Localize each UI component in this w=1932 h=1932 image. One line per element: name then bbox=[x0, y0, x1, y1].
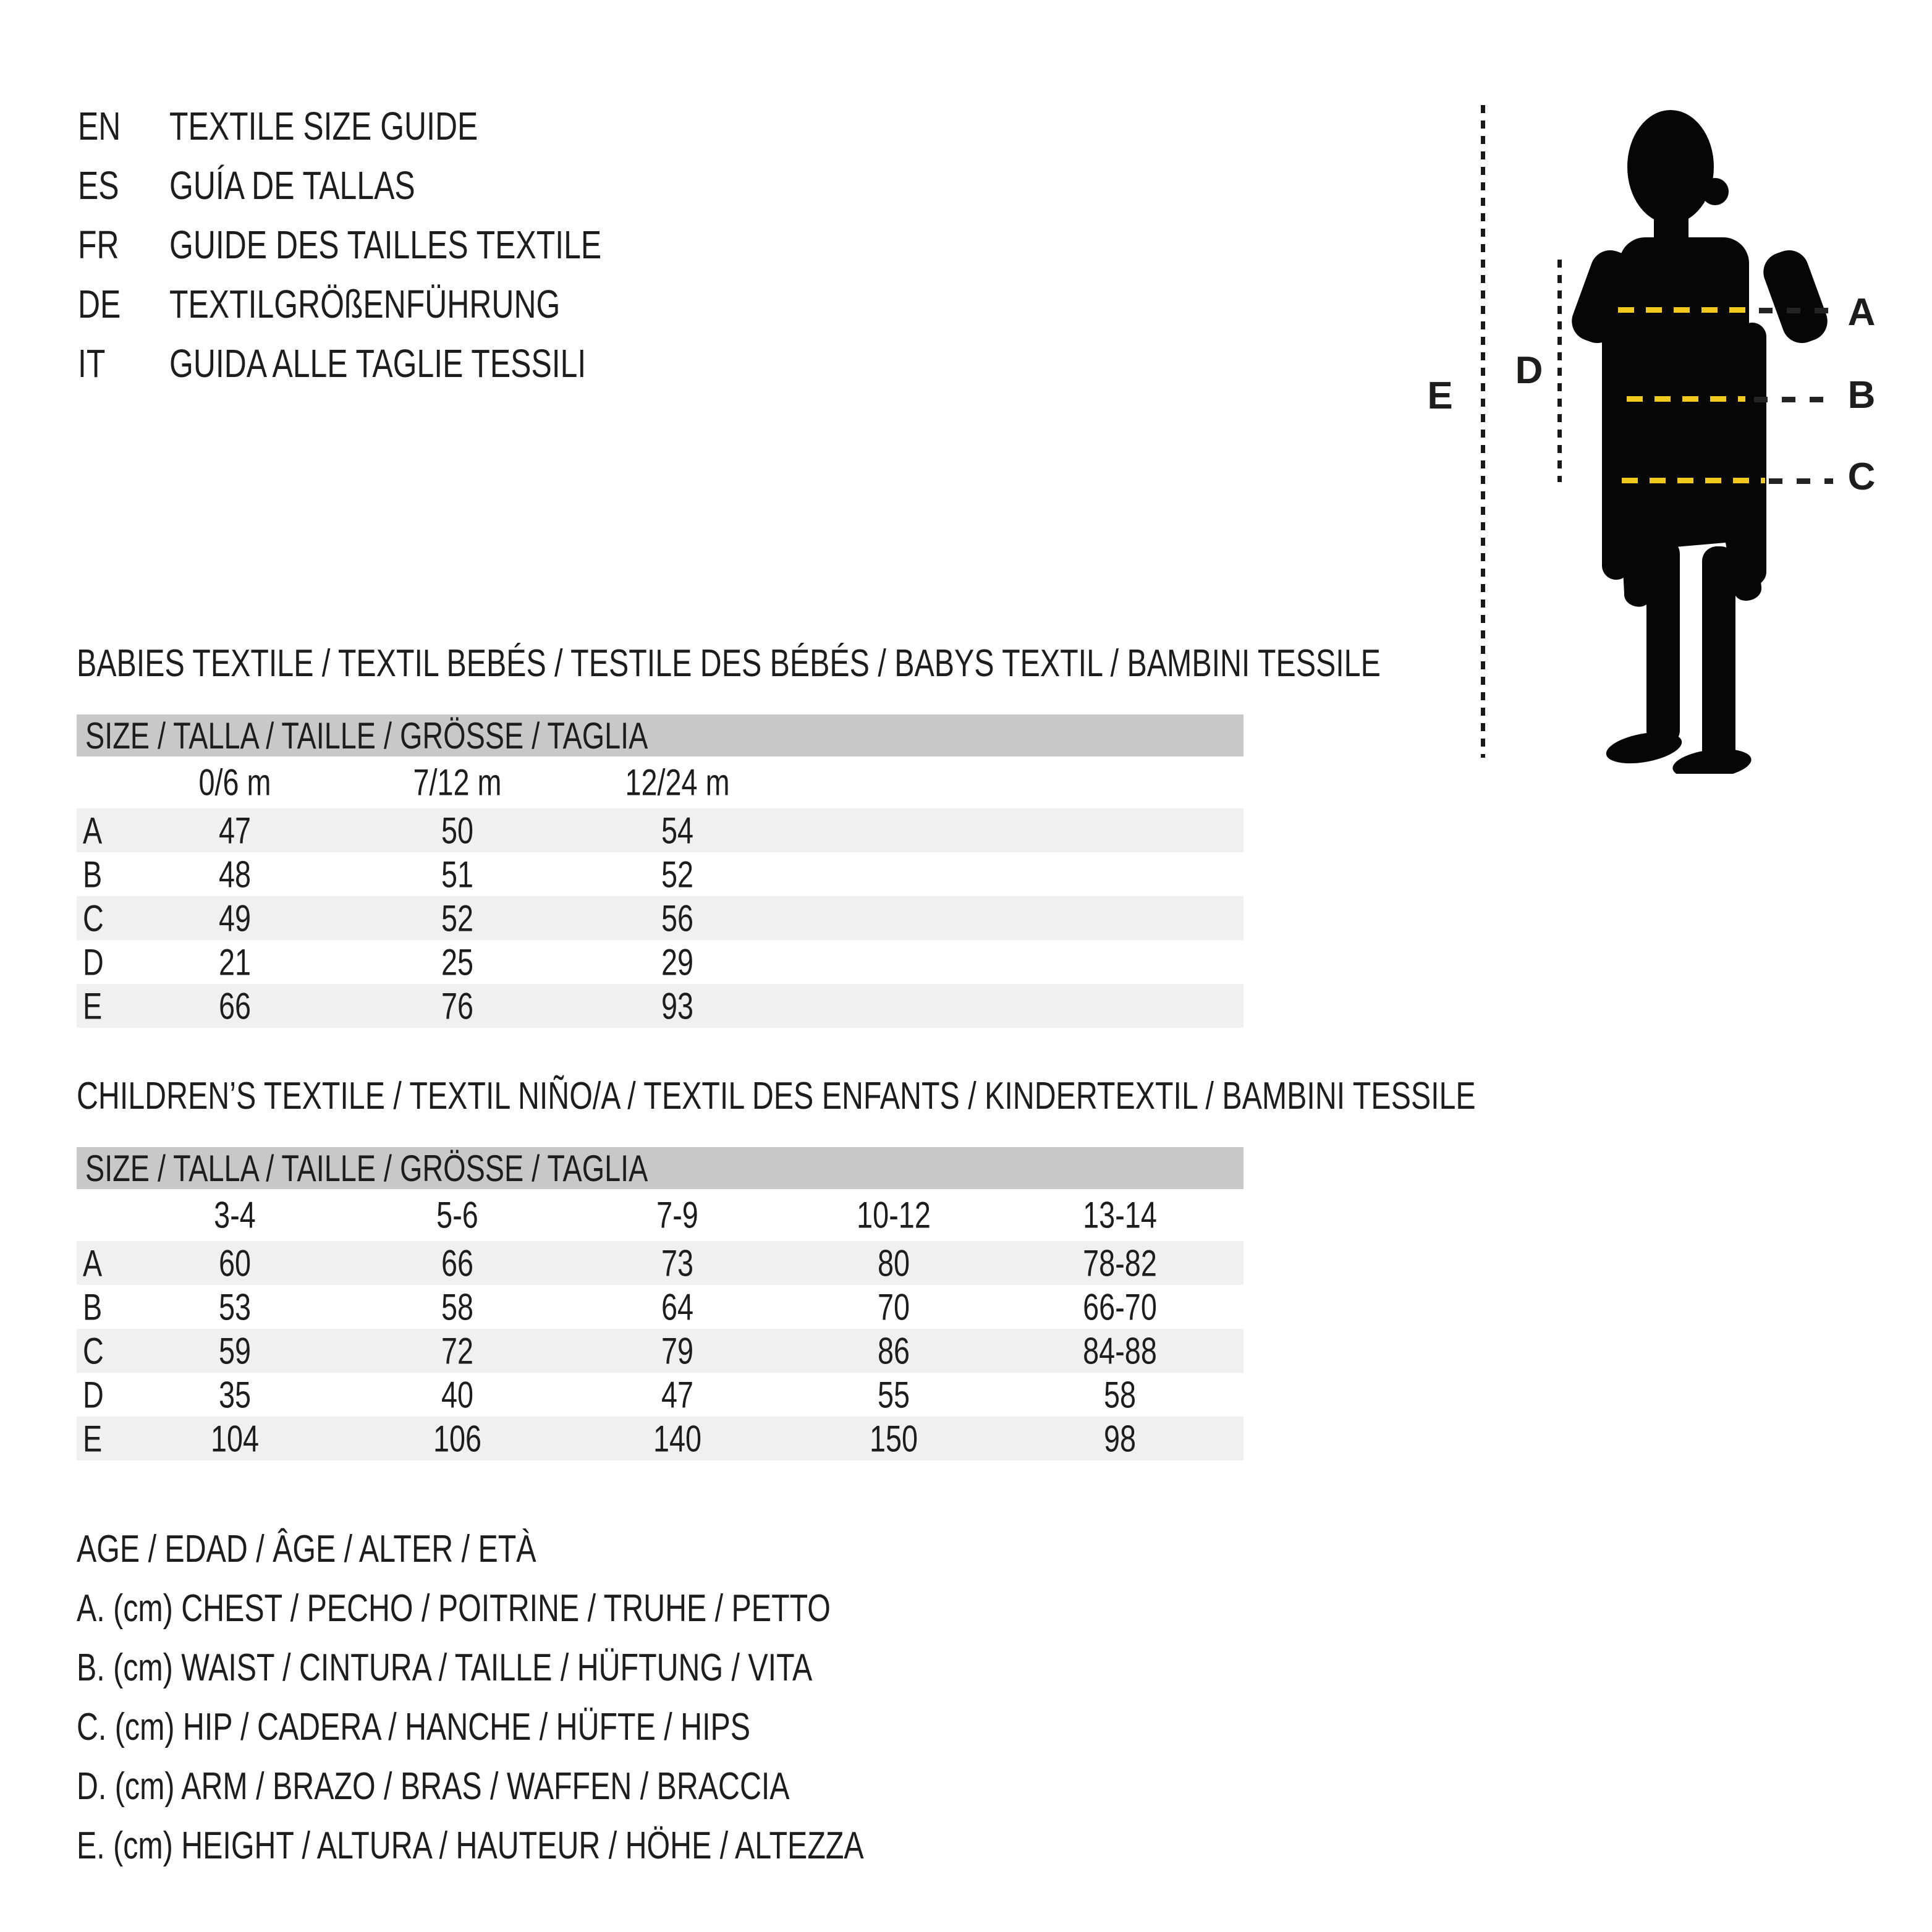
cell: 58 bbox=[441, 1286, 474, 1328]
cell: 47 bbox=[218, 810, 252, 851]
cell: 60 bbox=[218, 1242, 252, 1284]
legend-text: B. (cm) WAIST / CINTURA / TAILLE / HÜFTUNG / VITA bbox=[77, 1646, 813, 1689]
cell: 79 bbox=[661, 1330, 694, 1371]
cell: 66 bbox=[218, 985, 252, 1027]
children-size-header-text: SIZE / TALLA / TAILLE / GRÖSSE / TAGLIA bbox=[85, 1147, 648, 1189]
silhouette-torso bbox=[1619, 237, 1749, 492]
children-section-title-text: CHILDREN’S TEXTILE / TEXTIL NIÑO/A / TEXTIL DES ENFANTS / KINDERTEXTIL / BAMBINI TESSILE bbox=[77, 1075, 1476, 1117]
label-b: B bbox=[1847, 374, 1876, 417]
legend-line-age bbox=[77, 1519, 1086, 1578]
lang-title: GUIDE DES TAILLES TEXTILE bbox=[169, 222, 602, 267]
table-row bbox=[77, 940, 1244, 984]
cell: 49 bbox=[218, 897, 252, 939]
row-label: E bbox=[83, 985, 103, 1027]
cell: 35 bbox=[218, 1374, 252, 1415]
table-row bbox=[77, 852, 1244, 896]
babies-column-header-row bbox=[77, 756, 1244, 808]
babies-table-rows bbox=[77, 808, 1244, 1028]
legend-line-waist bbox=[77, 1638, 1086, 1697]
table-row bbox=[77, 1329, 1244, 1373]
cell: 80 bbox=[877, 1242, 910, 1284]
row-label: B bbox=[83, 854, 103, 895]
cell: 93 bbox=[661, 985, 694, 1027]
cell: 84-88 bbox=[1083, 1330, 1157, 1371]
cell: 47 bbox=[661, 1374, 694, 1415]
cell: 140 bbox=[653, 1418, 702, 1459]
cell: 66 bbox=[441, 1242, 474, 1284]
cell: 29 bbox=[661, 941, 694, 983]
children-col-0: 3-4 bbox=[214, 1194, 256, 1236]
cell: 25 bbox=[441, 941, 474, 983]
lang-row bbox=[78, 334, 723, 393]
label-a: A bbox=[1847, 291, 1876, 334]
legend-text: A. (cm) CHEST / PECHO / POITRINE / TRUHE / PETTO bbox=[77, 1587, 831, 1630]
lang-code: IT bbox=[78, 341, 106, 386]
row-label: C bbox=[83, 1330, 104, 1371]
table-row bbox=[77, 808, 1244, 852]
language-list bbox=[78, 96, 723, 393]
lang-title: TEXTILGRÖßENFÜHRUNG bbox=[169, 282, 561, 326]
arm-measure-dotted-line bbox=[1557, 260, 1562, 482]
lang-row bbox=[78, 96, 723, 156]
row-label: C bbox=[83, 897, 104, 939]
babies-section-title bbox=[77, 644, 1748, 684]
table-row bbox=[77, 1241, 1244, 1285]
cell: 72 bbox=[441, 1330, 474, 1371]
babies-col-2: 12/24 m bbox=[625, 761, 730, 803]
table-row bbox=[77, 1373, 1244, 1417]
children-table-header bbox=[77, 1147, 1244, 1189]
legend-text: AGE / EDAD / ÂGE / ALTER / ETÀ bbox=[77, 1527, 536, 1570]
legend-text: C. (cm) HIP / CADERA / HANCHE / HÜFTE / HIPS bbox=[77, 1705, 751, 1748]
babies-col-1: 7/12 m bbox=[413, 761, 502, 803]
cell: 58 bbox=[1103, 1374, 1137, 1415]
children-section-title bbox=[77, 1077, 1870, 1116]
legend-text: D. (cm) ARM / BRAZO / BRAS / WAFFEN / BRACCIA bbox=[77, 1765, 790, 1808]
silhouette-shorts bbox=[1618, 476, 1761, 607]
label-e: E bbox=[1427, 375, 1453, 417]
lang-row bbox=[78, 274, 723, 334]
babies-table-header bbox=[77, 714, 1244, 756]
waist-measure-line bbox=[1627, 396, 1745, 402]
cell: 53 bbox=[218, 1286, 252, 1328]
table-row bbox=[77, 1285, 1244, 1329]
table-row bbox=[77, 1417, 1244, 1460]
children-table-rows bbox=[77, 1241, 1244, 1460]
row-label: B bbox=[83, 1286, 103, 1328]
silhouette-ear bbox=[1701, 178, 1729, 205]
legend-line-height bbox=[77, 1816, 1086, 1875]
cell: 51 bbox=[441, 854, 474, 895]
row-label: A bbox=[83, 1242, 103, 1284]
waist-pointer-line bbox=[1754, 397, 1833, 402]
cell: 78-82 bbox=[1083, 1242, 1157, 1284]
lang-row bbox=[78, 215, 723, 274]
lang-title: GUÍA DE TALLAS bbox=[169, 163, 415, 208]
cell: 52 bbox=[441, 897, 474, 939]
legend-text: E. (cm) HEIGHT / ALTURA / HAUTEUR / HÖHE / ALTEZZA bbox=[77, 1824, 864, 1867]
cell: 59 bbox=[218, 1330, 252, 1371]
chest-measure-line bbox=[1618, 307, 1752, 313]
cell: 106 bbox=[433, 1418, 482, 1459]
cell: 86 bbox=[877, 1330, 910, 1371]
hip-measure-line bbox=[1622, 478, 1765, 483]
cell: 66-70 bbox=[1083, 1286, 1157, 1328]
cell: 64 bbox=[661, 1286, 694, 1328]
row-label: A bbox=[83, 810, 103, 851]
legend-line-arm bbox=[77, 1756, 1086, 1816]
cell: 48 bbox=[218, 854, 252, 895]
cell: 21 bbox=[218, 941, 252, 983]
lang-code: DE bbox=[78, 282, 121, 326]
children-col-4: 13-14 bbox=[1083, 1194, 1157, 1236]
lang-title: TEXTILE SIZE GUIDE bbox=[169, 104, 478, 148]
label-c: C bbox=[1847, 455, 1876, 498]
cell: 104 bbox=[210, 1418, 260, 1459]
cell: 54 bbox=[661, 810, 694, 851]
cell: 55 bbox=[877, 1374, 910, 1415]
row-label: E bbox=[83, 1418, 103, 1459]
cell: 52 bbox=[661, 854, 694, 895]
cell: 40 bbox=[441, 1374, 474, 1415]
silhouette-leg-left bbox=[1646, 539, 1680, 745]
babies-section-title-text: BABIES TEXTILE / TEXTIL BEBÉS / TESTILE DES BÉBÉS / BABYS TEXTIL / BAMBINI TESSILE bbox=[77, 642, 1381, 685]
cell: 76 bbox=[441, 985, 474, 1027]
label-d: D bbox=[1515, 349, 1543, 392]
lang-code: ES bbox=[78, 163, 119, 208]
babies-size-header-text: SIZE / TALLA / TAILLE / GRÖSSE / TAGLIA bbox=[85, 714, 648, 756]
children-col-3: 10-12 bbox=[857, 1194, 931, 1236]
cell: 56 bbox=[661, 897, 694, 939]
cell: 50 bbox=[441, 810, 474, 851]
lang-code: EN bbox=[78, 104, 121, 148]
cell: 70 bbox=[877, 1286, 910, 1328]
lang-code: FR bbox=[78, 222, 119, 267]
row-label: D bbox=[83, 1374, 104, 1415]
table-row bbox=[77, 984, 1244, 1028]
lang-title: GUIDA ALLE TAGLIE TESSILI bbox=[169, 341, 587, 386]
measurement-legend bbox=[77, 1519, 1086, 1875]
silhouette-sleeve-right bbox=[1758, 245, 1829, 349]
chest-pointer-line bbox=[1759, 308, 1833, 313]
babies-size-table bbox=[77, 714, 1244, 1028]
cell: 150 bbox=[869, 1418, 918, 1459]
row-label: D bbox=[83, 941, 104, 983]
children-col-2: 7-9 bbox=[656, 1194, 698, 1236]
cell: 73 bbox=[661, 1242, 694, 1284]
babies-col-0: 0/6 m bbox=[198, 761, 271, 803]
children-column-header-row bbox=[77, 1189, 1244, 1241]
children-size-table bbox=[77, 1147, 1244, 1460]
legend-line-hip bbox=[77, 1697, 1086, 1756]
table-row bbox=[77, 896, 1244, 940]
cell: 98 bbox=[1103, 1418, 1137, 1459]
children-col-1: 5-6 bbox=[436, 1194, 478, 1236]
hip-pointer-line bbox=[1769, 478, 1833, 484]
lang-row bbox=[78, 156, 723, 215]
legend-line-chest bbox=[77, 1578, 1086, 1638]
